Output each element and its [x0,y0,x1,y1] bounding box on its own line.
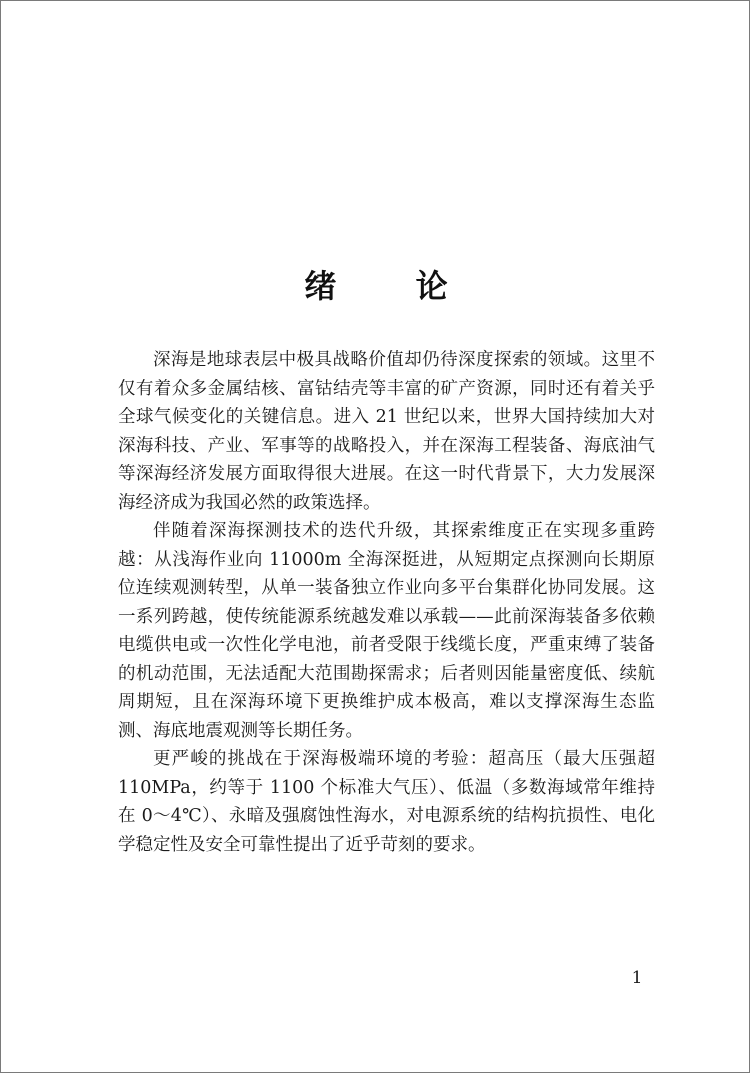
chapter-title: 绪 论 [304,267,482,306]
paragraph-1: 深海是地球表层中极具战略价值却仍待深度探索的领域。这里不仅有着众多金属结核、富钴结壳等丰富的矿产资源，同时还有着关乎全球气候变化的关键信息。进入 21 世纪以来，世界大国持续加大对深海科技、产业、军事等的战略投入，并在深海工程装备、海底油气等深海经济发展方面取得很大进展。在这一时代背景下，大力发展深海经济成为我国必然的政策选择。 [118,350,655,513]
paragraph-3: 更严峻的挑战在于深海极端环境的考验：超高压（最大压强超 110MPa，约等于 1100 个标准大气压）、低温（多数海域常年维持在 0～4℃）、永暗及强腐蚀性海水，对电源系统的结构抗损性、电化学稳定性及安全可靠性提出了近乎苛刻的要求。 [118,749,655,855]
page-number: 1 [631,968,643,988]
paragraph-2: 伴随着深海探测技术的迭代升级，其探索维度正在实现多重跨越：从浅海作业向 11000m 全海深挺进，从短期定点探测向长期原位连续观测转型，从单一装备独立作业向多平台集群化协同发展。这一系列跨越，使传统能源系统越发难以承载——此前深海装备多依赖电缆供电或一次性化学电池，前者受限于线缆长度，严重束缚了装备的机动范围，无法适配大范围勘探需求；后者则因能量密度低、续航周期短，且在深海环境下更换维护成本极高，难以支撑深海生态监测、海底地震观测等长期任务。 [118,521,655,741]
chapter-body [118,346,655,859]
